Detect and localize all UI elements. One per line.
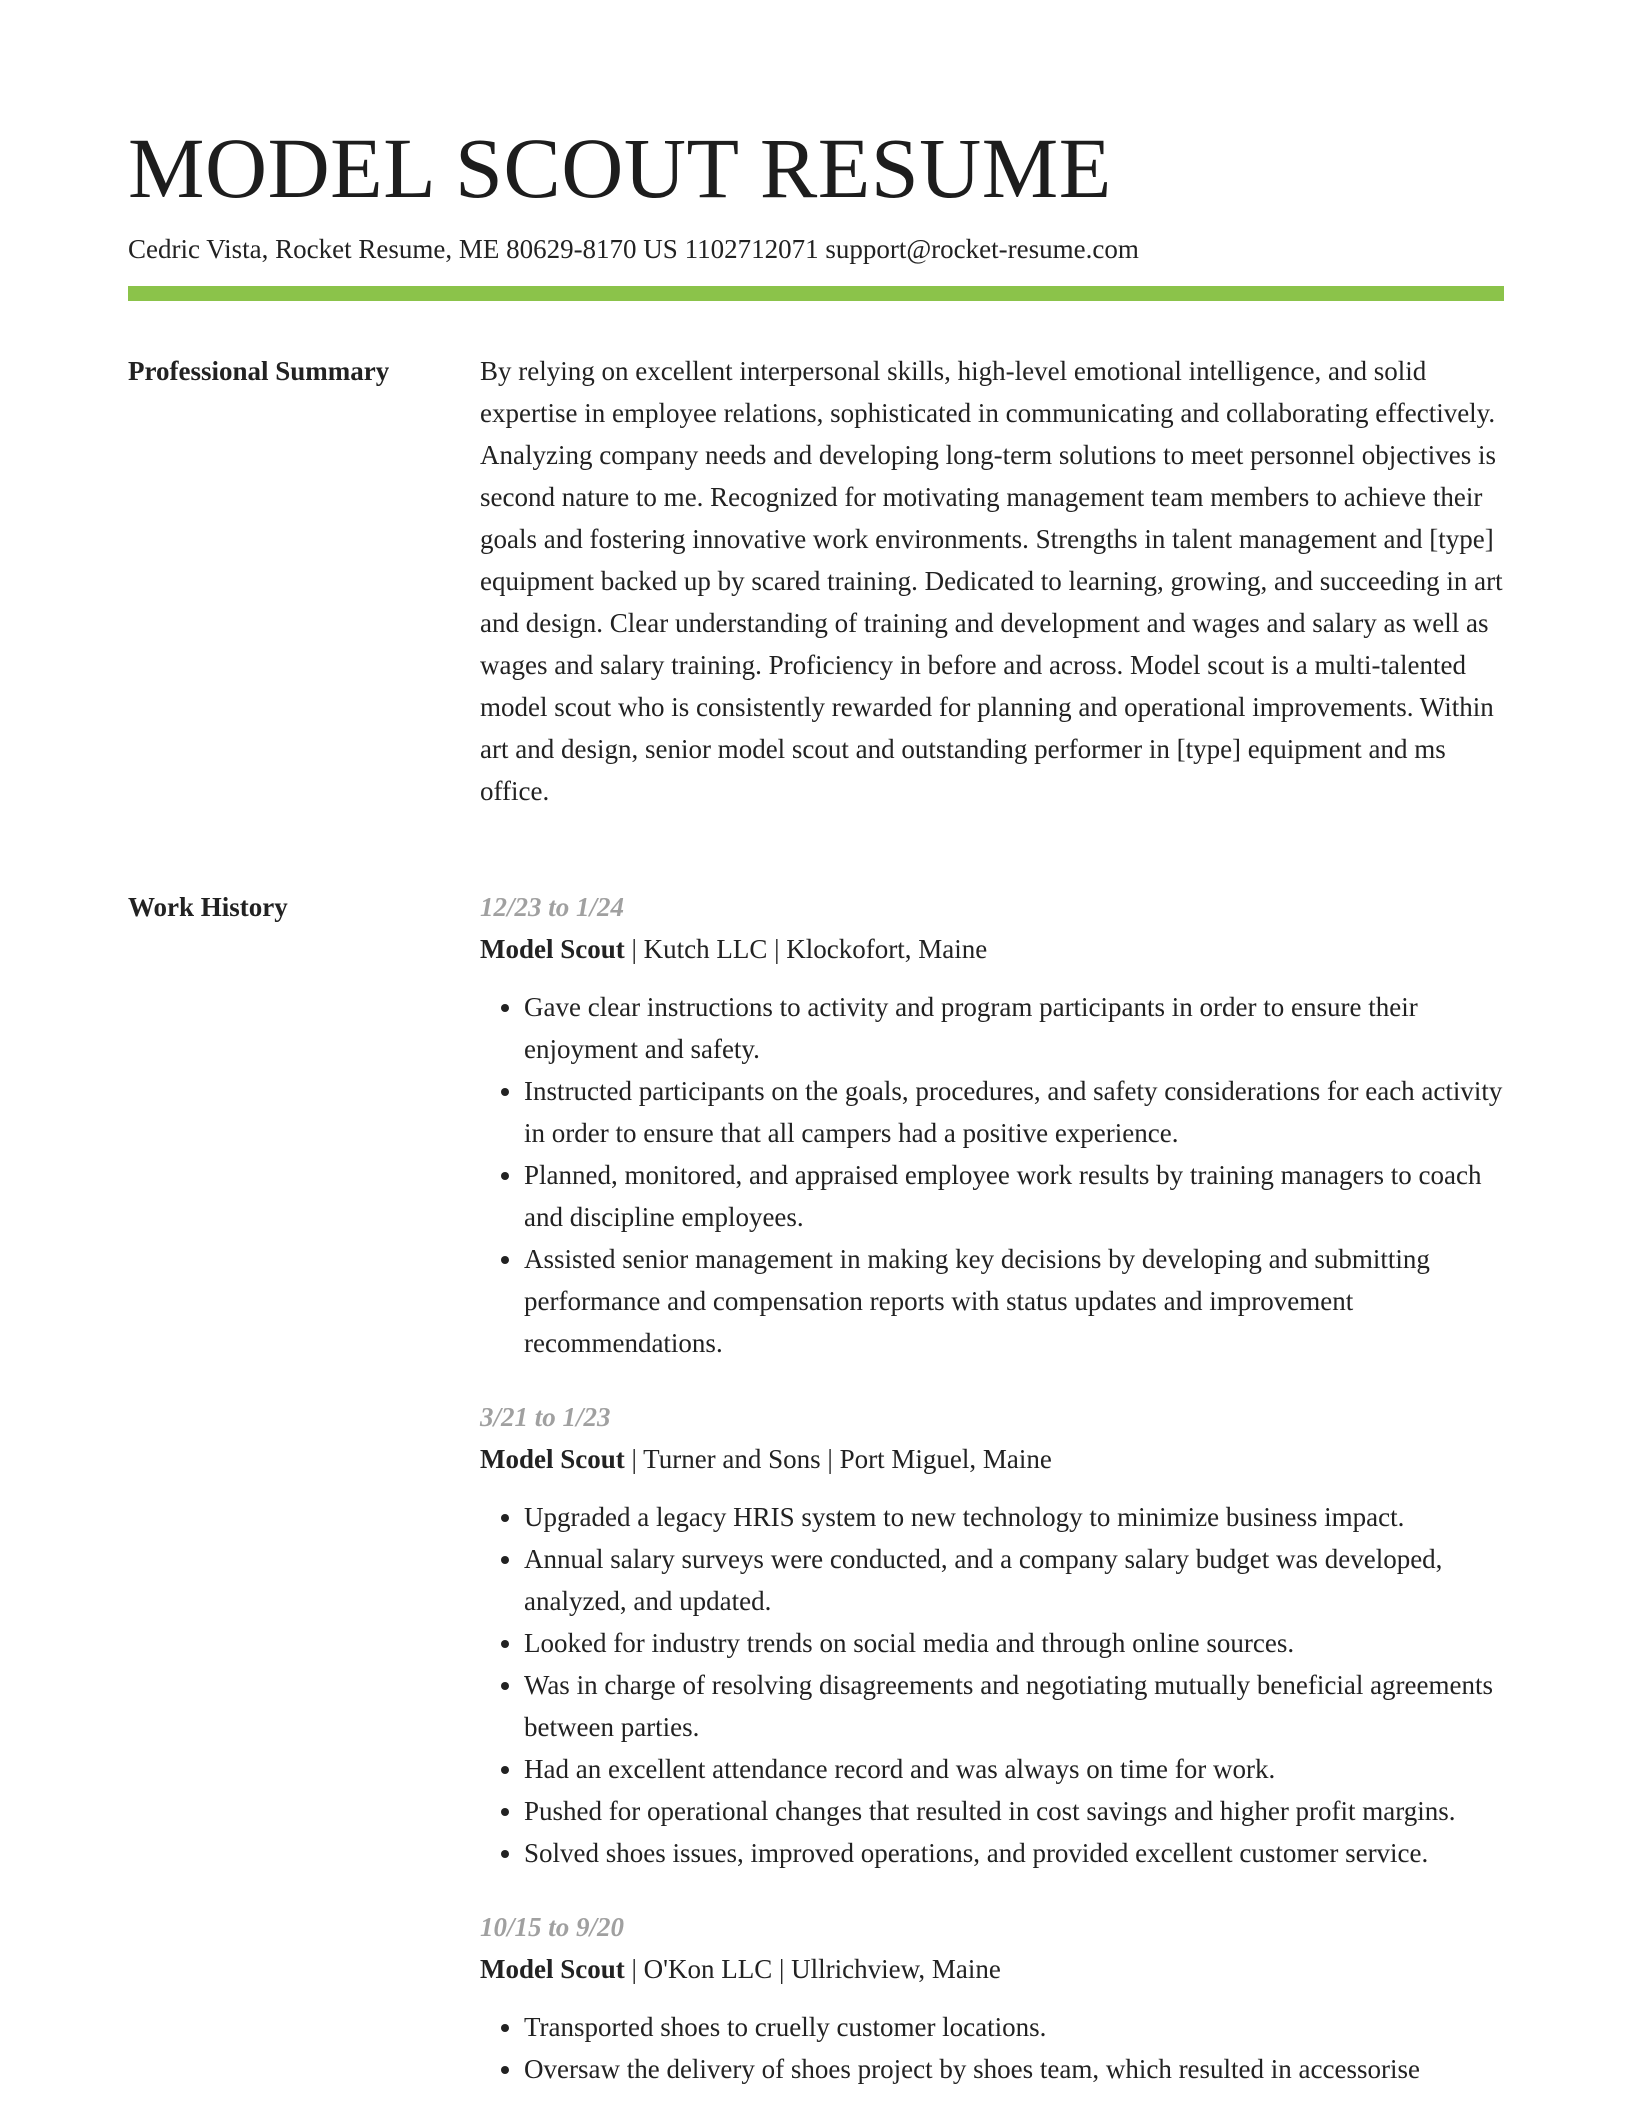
summary-text: By relying on excellent interpersonal skills, high-level emotional intelligence, and solid expertise in employee relations, sophisticated in communicating and collaborating effectively. Analyzing company needs and developing long-term solutions to meet personnel objectives is second nature to me. Recognized for motivating management team members to achieve their goals and fostering innovative work environments. Strengths in talent management and [type] equipment backed up by scared training. Dedicated to learning, growing, and succeeding in art and design. Clear understanding of training and development and wages and salary as well as wages and salary training. Proficiency in before and across. Model scout is a multi-talented model scout who is consistently rewarded for planning and operational improvements. Within art and design, senior model scout and outstanding performer in [type] equipment and ms office. (480, 356, 1503, 806)
job-heading (480, 928, 1504, 970)
job-bullets (480, 1496, 1504, 1874)
job-details: | Turner and Sons | Port Miguel, Maine (624, 1444, 1052, 1474)
job-bullets (480, 2006, 1504, 2090)
work-history-body (480, 886, 1504, 2122)
job-bullet: • Had an excellent attendance record and was always on time for work. (524, 1748, 1504, 1790)
header-divider (128, 286, 1504, 301)
job-bullet: • Was in charge of resolving disagreements and negotiating mutually beneficial agreements between parties. (524, 1664, 1504, 1748)
job-heading (480, 1948, 1504, 1990)
job-bullet: • Upgraded a legacy HRIS system to new technology to minimize business impact. (524, 1496, 1504, 1538)
job-title: Model Scout (480, 1444, 625, 1474)
work-history-label: Work History (128, 892, 288, 922)
job-bullet: • Instructed participants on the goals, procedures, and safety considerations for each activity in order to ensure that all campers had a positive experience. (524, 1070, 1504, 1154)
job-entry (480, 1906, 1504, 2090)
job-bullet: • Oversaw the delivery of shoes project by shoes team, which resulted in accessorise (524, 2048, 1504, 2090)
summary-body (480, 350, 1504, 812)
job-entry (480, 886, 1504, 1364)
job-bullet: • Solved shoes issues, improved operations, and provided excellent customer service. (524, 1832, 1504, 1874)
resume-title: MODEL SCOUT RESUME (128, 120, 1112, 216)
job-title: Model Scout (480, 934, 625, 964)
job-dates: 10/15 to 9/20 (480, 1912, 625, 1942)
contact-line: Cedric Vista, Rocket Resume, ME 80629-8170 US 1102712071 support@rocket-resume.com (128, 234, 1139, 264)
summary-label: Professional Summary (128, 356, 390, 386)
job-heading (480, 1438, 1504, 1480)
job-bullet: • Annual salary surveys were conducted, and a company salary budget was developed, analyzed, and updated. (524, 1538, 1504, 1622)
job-bullet: • Assisted senior management in making key decisions by developing and submitting performance and compensation reports with status updates and improvement recommendations. (524, 1238, 1504, 1364)
job-entry (480, 1396, 1504, 1874)
job-bullets (480, 986, 1504, 1364)
job-bullet: • Transported shoes to cruelly customer locations. (524, 2006, 1504, 2048)
job-bullet: • Looked for industry trends on social media and through online sources. (524, 1622, 1504, 1664)
job-title: Model Scout (480, 1954, 625, 1984)
job-bullet: • Planned, monitored, and appraised employee work results by training managers to coach and discipline employees. (524, 1154, 1504, 1238)
job-bullet: • Gave clear instructions to activity and program participants in order to ensure their enjoyment and safety. (524, 986, 1504, 1070)
job-details: | Kutch LLC | Klockofort, Maine (624, 934, 988, 964)
job-dates: 12/23 to 1/24 (480, 892, 625, 922)
job-bullet: • Pushed for operational changes that resulted in cost savings and higher profit margins. (524, 1790, 1504, 1832)
job-details: | O'Kon LLC | Ullrichview, Maine (624, 1954, 1001, 1984)
job-dates: 3/21 to 1/23 (480, 1402, 611, 1432)
